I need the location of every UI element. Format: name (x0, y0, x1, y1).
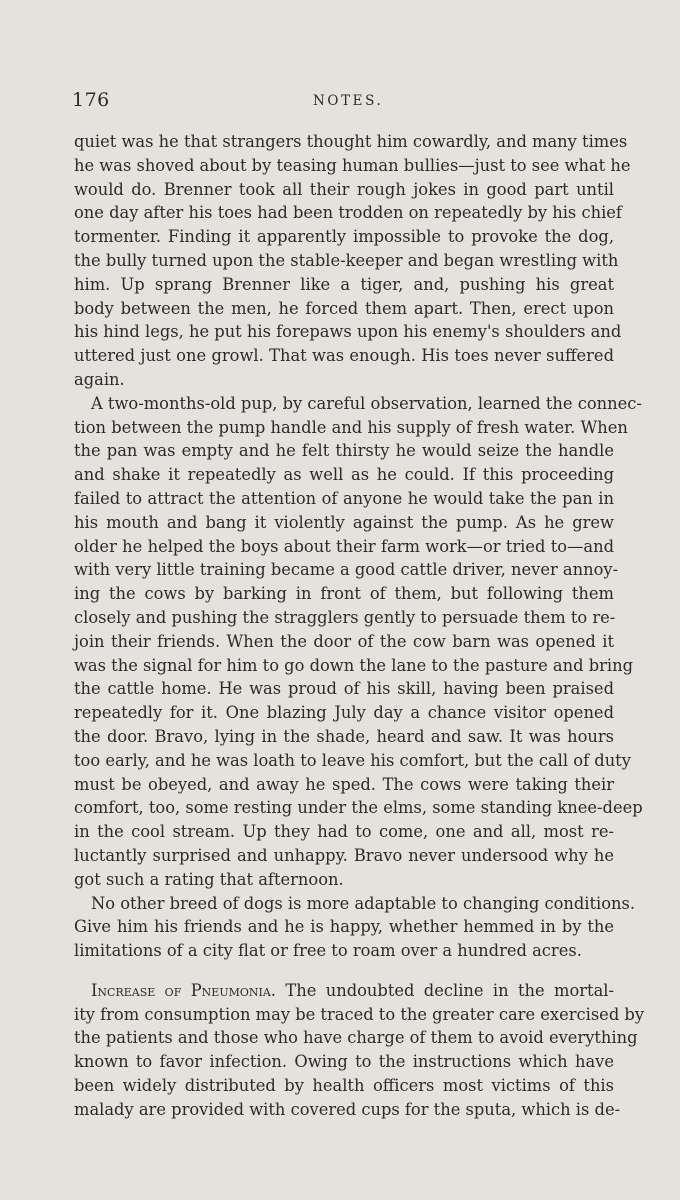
text-line: got such a rating that afternoon. (74, 869, 344, 889)
paragraph-pneumonia (74, 979, 645, 1122)
text-line: he was shoved about by teasing human bullies—just to see what he (74, 155, 631, 175)
text-line: No other breed of dogs is more adaptable to changing conditions. (91, 893, 636, 913)
text-line: was the signal for him to go down the lane to the pasture and bring (74, 655, 634, 675)
text-line: the bully turned upon the stable-keeper and began wrestling with (74, 250, 619, 270)
text-line: him. Up sprang Brenner like a tiger, and, pushing his great (74, 274, 614, 294)
text-line: his mouth and bang it violently against the pump. As he grew (74, 512, 614, 532)
section-heading: Increase of Pneumonia. (91, 980, 276, 1000)
text-line: Give him his friends and he is happy, whether hemmed in by the (74, 917, 614, 937)
text-line: older he helped the boys about their farm work—or tried to—and (74, 536, 614, 556)
text-line: limitations of a city flat or free to roam over a hundred acres. (74, 941, 582, 961)
text-line (74, 979, 614, 1003)
text-line: repeatedly for it. One blazing July day a chance visitor opened (74, 703, 614, 723)
paragraph-brenner (74, 130, 631, 392)
text-line: known to favor infection. Owing to the instructions which have (74, 1052, 614, 1072)
text-line: too early, and he was loath to leave his comfort, but the call of duty (74, 750, 631, 770)
text-line: in the cool stream. Up they had to come, one and all, most re- (74, 822, 614, 842)
text-line: malady are provided with covered cups for the sputa, which is de- (74, 1099, 621, 1119)
paragraph-bravo (74, 392, 643, 892)
text-line: the door. Bravo, lying in the shade, heard and saw. It was hours (74, 726, 614, 746)
text-line: the pan was empty and he felt thirsty he would seize the handle (74, 441, 614, 461)
text-line: body between the men, he forced them apart. Then, erect upon (74, 298, 614, 318)
text-line: luctantly surprised and unhappy. Bravo never undersood why he (74, 845, 614, 865)
paragraph-adaptable (74, 892, 636, 963)
section-gap (74, 963, 614, 979)
text-line: and shake it repeatedly as well as he could. If this proceeding (74, 465, 614, 485)
heading-line-text: The undoubted decline in the mortal- (285, 980, 614, 1000)
text-line: again. (74, 369, 125, 389)
text-line: one day after his toes had been trodden on repeatedly by his chief (74, 203, 622, 223)
text-line: uttered just one growl. That was enough. His toes never suffered (74, 346, 614, 366)
text-line: with very little training became a good cattle driver, never annoy- (74, 560, 619, 580)
text-line: tion between the pump handle and his supply of fresh water. When (74, 417, 628, 437)
text-line: closely and pushing the stragglers gently to persuade them to re- (74, 607, 616, 627)
text-line: ity from consumption may be traced to the greater care exercised by (74, 1004, 645, 1024)
body-text (74, 130, 645, 1122)
text-line: comfort, too, some resting under the elms, some standing knee-deep (74, 798, 643, 818)
text-line: the patients and those who have charge of them to avoid everything (74, 1028, 638, 1048)
text-line: must be obeyed, and away he sped. The cows were taking their (74, 774, 614, 794)
text-line: A two-months-old pup, by careful observation, learned the connec- (91, 393, 642, 413)
text-line: join their friends. When the door of the cow barn was opened it (74, 631, 614, 651)
text-line: failed to attract the attention of anyone he would take the pan in (74, 488, 614, 508)
text-line: would do. Brenner took all their rough jokes in good part until (74, 179, 614, 199)
page-number: 176 (72, 89, 110, 111)
text-line: tormenter. Finding it apparently impossible to provoke the dog, (74, 227, 614, 247)
text-line: quiet was he that strangers thought him cowardly, and many times (74, 132, 628, 151)
running-head: NOTES. (313, 93, 384, 109)
text-line: ing the cows by barking in front of them, but following them (74, 584, 614, 604)
text-line: the cattle home. He was proud of his skill, having been praised (74, 679, 614, 699)
text-line: his hind legs, he put his forepaws upon his enemy's shoulders and (74, 322, 622, 342)
text-line: been widely distributed by health officers most victims of this (74, 1076, 614, 1096)
